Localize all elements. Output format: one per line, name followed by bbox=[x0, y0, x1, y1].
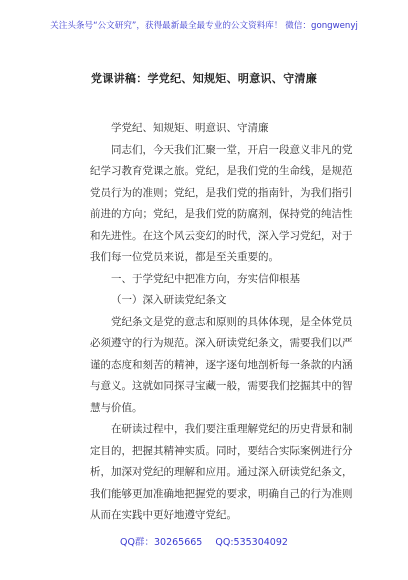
paragraph-line: 析，加深对党纪的理解和应用。通过深入研读党纪条文， bbox=[90, 466, 353, 478]
paragraph-line: 党员行为的准则；党纪，是我们党的指南针，为我们指引 bbox=[90, 186, 353, 199]
section-heading: 一、于学党纪中把准方向，夯实信仰根基 bbox=[111, 272, 300, 285]
paragraph-line: 谨的态度和刻苦的精神，逐字逐句地剖析每一条款的内涵 bbox=[90, 358, 353, 371]
paragraph-line: 同志们，今天我们汇聚一堂，开启一段意义非凡的党 bbox=[111, 143, 353, 156]
paragraph-line: 与意义。这就如同探寻宝藏一般，需要我们挖掘其中的智 bbox=[90, 380, 353, 392]
page-title: 党课讲稿：学党纪、知规矩、明意识、守清廉 bbox=[91, 72, 317, 85]
paragraph-line: 我们每一位党员来说，都是至关重要的。 bbox=[90, 251, 279, 263]
paragraph-line: 纪学习教育党课之旅。党纪，是我们党的生命线，是规范 bbox=[90, 165, 353, 177]
paragraph-line: 和先进性。在这个风云变幻的时代，深入学习党纪，对于 bbox=[90, 229, 353, 242]
paragraph-line: 慧与价值。 bbox=[90, 401, 143, 414]
paragraph-line: 定目的，把握其精神实质。同时，要结合实际案例进行分 bbox=[90, 444, 353, 457]
body-text bbox=[90, 118, 353, 527]
footer bbox=[0, 534, 408, 548]
subtitle-line: 学党纪、知规矩、明意识、守清廉 bbox=[111, 122, 269, 134]
paragraph-line: 党纪条文是党的意志和原则的具体体现，是全体党员 bbox=[111, 315, 353, 328]
paragraph-line: 从而在实践中更好地遵守党纪。 bbox=[90, 509, 237, 521]
qq-group-text: QQ群：30265665 bbox=[120, 537, 203, 548]
qq-text: QQ:535304092 bbox=[215, 537, 288, 548]
paragraph-line: 前进的方向；党纪，是我们党的防腐剂，保持党的纯洁性 bbox=[90, 208, 353, 220]
subsection-heading: （一）深入研读党纪条文 bbox=[111, 294, 227, 306]
paragraph-line: 必须遵守的行为规范。深入研读党纪条文，需要我们以严 bbox=[90, 337, 353, 349]
paragraph-line: 我们能够更加准确地把握党的要求，明确自己的行为准则 bbox=[90, 487, 353, 500]
header-note: 关注头条号“公文研究”，获得最新最全最专业的公文资料库！ 微信：gongwenyj bbox=[50, 21, 358, 31]
paragraph-line: 在研读过程中，我们要注重理解党纪的历史背景和制 bbox=[111, 423, 353, 435]
